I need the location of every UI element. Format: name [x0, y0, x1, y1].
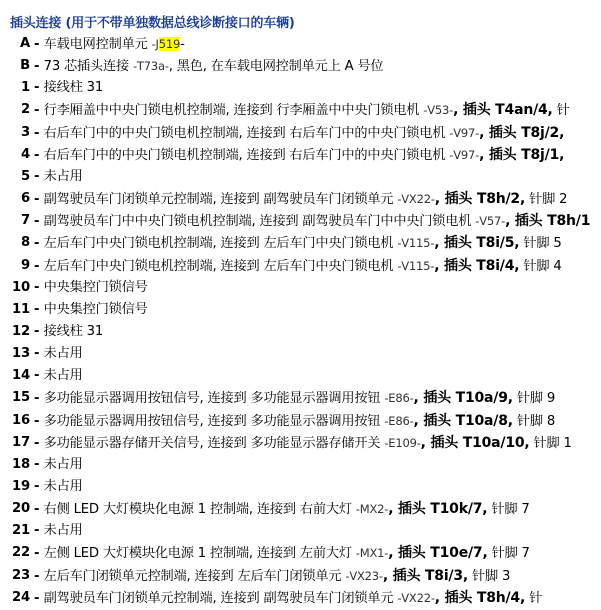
- pin-description: - 车载电网控制单元 -J519-: [34, 37, 185, 52]
- pin-description: - 未占用: [34, 456, 83, 472]
- pin-number: 18: [12, 456, 30, 472]
- pin-number: 6: [21, 191, 30, 207]
- pin-description: - 左侧 LED 大灯模块化电源 1 控制端, 连接到 左前大灯 -MX1-, 插头 T10e/7, 针脚 7: [34, 545, 530, 562]
- pin-number: B: [20, 58, 30, 74]
- pin-description: - 右后车门中的中央门锁电机控制端, 连接到 右后车门中的中央门锁电机 -V97-, 插头 T8j/2,: [34, 124, 565, 141]
- pin-description: - 左后车门中央门锁电机控制端, 连接到 左后车门中央门锁电机 -V115-, 插头 T8i/5, 针脚 5: [34, 235, 562, 252]
- pin-reference: 针脚 1: [529, 435, 572, 451]
- pin-description: - 副驾驶员车门闭锁单元控制端, 连接到 副驾驶员车门闭锁单元 -VX22-, 插头 T8h/2, 针脚 2: [34, 191, 568, 208]
- plug-reference: , 插头 T10e/7,: [388, 545, 488, 562]
- pin-function-text: 左后车门闭锁单元控制端, 连接到 左后车门闭锁单元: [43, 568, 346, 584]
- pin-entry: [0, 122, 601, 144]
- pin-function-text: 未占用: [43, 168, 83, 184]
- pin-function-text: 多功能显示器调用按钮信号, 连接到 多功能显示器调用按钮: [43, 413, 385, 429]
- component-code: -E109-: [384, 435, 421, 450]
- pin-function-text: 车载电网控制单元: [43, 37, 152, 52]
- pin-entry: [0, 144, 601, 166]
- plug-reference: , 插头 T4an/4,: [453, 102, 553, 119]
- pin-description: - 中央集控门锁信号: [34, 301, 148, 317]
- pin-description: - 副驾驶员车门闭锁单元控制端, 连接到 副驾驶员车门闭锁单元 -VX22-, 插头 T8h/4, 针: [34, 589, 543, 606]
- pin-description: - 多功能显示器存储开关信号, 连接到 多功能显示器存储开关 -E109-, 插头 T10a/10, 针脚 1: [34, 434, 572, 451]
- pin-number: 10: [12, 279, 30, 295]
- section-heading: 插头连接 (用于不带单独数据总线诊断接口的车辆): [10, 16, 295, 31]
- plug-reference: , 插头 T8h/1: [505, 213, 591, 230]
- pin-number: 3: [21, 124, 30, 140]
- pin-function-text: 左后车门中央门锁电机控制端, 连接到 左后车门中央门锁电机: [43, 258, 398, 274]
- pin-reference: 针脚 4: [519, 258, 562, 274]
- pin-description: - 多功能显示器调用按钮信号, 连接到 多功能显示器调用按钮 -E86-, 插头 T10a/9, 针脚 9: [34, 390, 556, 407]
- pin-entry: [0, 99, 601, 121]
- pin-description: - 中央集控门锁信号: [34, 279, 148, 295]
- pin-entry: [0, 299, 601, 321]
- pin-description: - 左后车门闭锁单元控制端, 连接到 左后车门闭锁单元 -VX23-, 插头 T8i/3, 针脚 3: [34, 567, 511, 584]
- pin-number: 11: [12, 301, 30, 317]
- pin-entry: [0, 277, 601, 299]
- pin-function-text: 未占用: [43, 368, 83, 384]
- pin-number: 7: [21, 213, 30, 229]
- pin-number: A: [19, 36, 30, 51]
- pin-function-text: 右后车门中的中央门锁电机控制端, 连接到 右后车门中的中央门锁电机: [43, 125, 450, 141]
- pin-number: 23: [12, 567, 30, 583]
- component-code: -V115-: [397, 236, 435, 251]
- pin-description: - 未占用: [34, 523, 83, 539]
- component-code: -VX22-: [397, 192, 435, 207]
- pin-function-text: 73 芯插头连接: [43, 59, 133, 75]
- pin-entry: [0, 210, 601, 232]
- plug-reference: , 插头 T8j/2,: [479, 124, 565, 141]
- pin-function-text: 副驾驶员车门中中央门锁电机控制端, 连接到 副驾驶员车门中中央门锁电机: [43, 214, 476, 230]
- pin-function-text: 中央集控门锁信号: [43, 279, 148, 295]
- pin-number: 24: [12, 589, 30, 605]
- component-code: -VX22-: [397, 590, 435, 605]
- pin-description: - 未占用: [34, 346, 83, 362]
- pin-description: - 副驾驶员车门中中央门锁电机控制端, 连接到 副驾驶员车门中中央门锁电机 -V57-, 插头 T8h/1: [34, 213, 591, 230]
- pin-reference: 针脚 3: [468, 568, 511, 584]
- pin-function-text: 中央集控门锁信号: [43, 301, 148, 317]
- pin-number: 20: [12, 501, 30, 517]
- pin-description: - 接线柱 31: [34, 80, 104, 96]
- pin-reference: 针: [525, 590, 543, 606]
- pin-description: - 右侧 LED 大灯模块化电源 1 控制端, 连接到 右前大灯 -MX2-, 插头 T10k/7, 针脚 7: [34, 501, 530, 518]
- pin-entry: [0, 188, 601, 210]
- plug-reference: , 插头 T8i/5,: [434, 235, 520, 252]
- pin-entry: [0, 321, 601, 343]
- pin-number: 16: [12, 412, 30, 428]
- pin-entry: [0, 520, 601, 542]
- pin-function-text: 未占用: [43, 456, 83, 472]
- pin-entry: [0, 410, 601, 432]
- pin-number: 8: [21, 235, 30, 251]
- pin-entry: [0, 33, 601, 55]
- pin-entry: [0, 77, 601, 99]
- pin-function-text: 行李厢盖中中央门锁电机控制端, 连接到 行李厢盖中中央门锁电机: [43, 103, 424, 119]
- pin-function-text: 接线柱 31: [43, 323, 104, 339]
- pin-number: 1: [21, 80, 30, 96]
- pin-function-text: 副驾驶员车门闭锁单元控制端, 连接到 副驾驶员车门闭锁单元: [43, 590, 398, 606]
- pin-function-text: 接线柱 31: [43, 80, 104, 96]
- connector-detail: , 黑色, 在车载电网控制单元上 A 号位: [168, 59, 384, 75]
- plug-reference: , 插头 T8j/1,: [479, 146, 565, 163]
- pin-number: 9: [21, 257, 30, 273]
- plug-reference: , 插头 T10k/7,: [388, 501, 488, 518]
- pin-reference: 针脚 7: [487, 502, 530, 518]
- plug-reference: , 插头 T8i/4,: [434, 257, 520, 274]
- plug-reference: , 插头 T8h/2,: [434, 191, 526, 208]
- component-code: -V97-: [449, 125, 480, 140]
- pin-entry: [0, 476, 601, 498]
- connector-detail: -: [180, 37, 185, 52]
- pin-entry: [0, 565, 601, 587]
- pin-reference: 针脚 8: [512, 413, 556, 429]
- component-code: -V115-: [397, 258, 435, 273]
- pin-entry: [0, 387, 601, 409]
- pin-entry: [0, 498, 601, 520]
- pin-number: 21: [12, 523, 30, 539]
- pin-number: 2: [21, 102, 30, 118]
- pin-description: - 右后车门中的中央门锁电机控制端, 连接到 右后车门中的中央门锁电机 -V97-, 插头 T8j/1,: [34, 146, 565, 163]
- pin-entry: [0, 343, 601, 365]
- pin-function-text: 未占用: [43, 346, 83, 362]
- pin-number: 5: [21, 168, 30, 184]
- component-code: -E86-: [384, 391, 414, 406]
- pin-function-text: 右侧 LED 大灯模块化电源 1 控制端, 连接到 右前大灯: [43, 502, 356, 518]
- pin-function-text: 副驾驶员车门闭锁单元控制端, 连接到 副驾驶员车门闭锁单元: [43, 192, 398, 208]
- component-code: -T73a-: [132, 59, 169, 74]
- pin-description: - 接线柱 31: [34, 323, 104, 339]
- pin-description: - 未占用: [34, 479, 83, 494]
- pin-entry: [0, 55, 601, 77]
- pin-reference: 针脚 2: [525, 192, 568, 208]
- component-code: -J: [151, 37, 159, 51]
- pin-number: 15: [12, 390, 30, 406]
- pin-reference: 针脚 9: [512, 391, 556, 407]
- component-code: -VX23-: [345, 568, 383, 583]
- component-code: -V97-: [449, 147, 480, 162]
- plug-reference: , 插头 T8i/3,: [382, 567, 468, 584]
- component-code: -E86-: [384, 413, 414, 428]
- pin-number: 13: [12, 346, 30, 362]
- component-code: -V53-: [423, 103, 454, 118]
- pin-reference: 针脚 7: [487, 546, 530, 562]
- pin-entry: [0, 454, 601, 476]
- pin-description: - 左后车门中央门锁电机控制端, 连接到 左后车门中央门锁电机 -V115-, 插头 T8i/4, 针脚 4: [34, 257, 562, 274]
- pin-entry: [0, 365, 601, 387]
- plug-reference: , 插头 T8h/4,: [434, 589, 526, 606]
- component-code-highlight: 519: [158, 37, 181, 51]
- pin-function-text: 未占用: [43, 479, 83, 494]
- pin-number: 4: [21, 146, 30, 162]
- pin-number: 19: [12, 479, 30, 494]
- pin-reference: 针脚 5: [519, 236, 562, 252]
- pin-description: - 73 芯插头连接 -T73a-, 黑色, 在车载电网控制单元上 A 号位: [34, 59, 384, 75]
- pin-function-text: 左侧 LED 大灯模块化电源 1 控制端, 连接到 左前大灯: [43, 546, 356, 562]
- component-code: -MX1-: [355, 546, 389, 561]
- pin-number: 22: [12, 545, 30, 561]
- pin-function-text: 未占用: [43, 523, 83, 539]
- pin-reference: 针: [552, 103, 570, 119]
- pin-entry: [0, 432, 601, 454]
- component-code: -V57-: [475, 214, 506, 229]
- pin-number: 17: [12, 434, 30, 450]
- plug-reference: , 插头 T10a/8,: [413, 412, 513, 429]
- plug-reference: , 插头 T10a/10,: [420, 434, 530, 451]
- pin-number: 12: [12, 323, 30, 339]
- pin-description: - 未占用: [34, 368, 83, 384]
- component-code: -MX2-: [355, 502, 389, 517]
- pin-entry: [0, 542, 601, 564]
- pin-entry: [0, 587, 601, 609]
- pin-entry: [0, 232, 601, 254]
- pin-function-text: 左后车门中央门锁电机控制端, 连接到 左后车门中央门锁电机: [43, 236, 398, 252]
- pin-description: - 行李厢盖中中央门锁电机控制端, 连接到 行李厢盖中中央门锁电机 -V53-, 插头 T4an/4, 针: [34, 102, 570, 119]
- pin-description: - 多功能显示器调用按钮信号, 连接到 多功能显示器调用按钮 -E86-, 插头 T10a/8, 针脚 8: [34, 412, 556, 429]
- pin-function-text: 多功能显示器存储开关信号, 连接到 多功能显示器存储开关: [43, 435, 385, 451]
- plug-reference: , 插头 T10a/9,: [413, 390, 513, 407]
- pin-entry: [0, 166, 601, 188]
- pin-entry: [0, 255, 601, 277]
- pin-function-text: 多功能显示器调用按钮信号, 连接到 多功能显示器调用按钮: [43, 391, 385, 407]
- pin-description: - 未占用: [34, 168, 83, 184]
- pin-number: 14: [12, 368, 30, 384]
- pin-function-text: 右后车门中的中央门锁电机控制端, 连接到 右后车门中的中央门锁电机: [43, 147, 450, 163]
